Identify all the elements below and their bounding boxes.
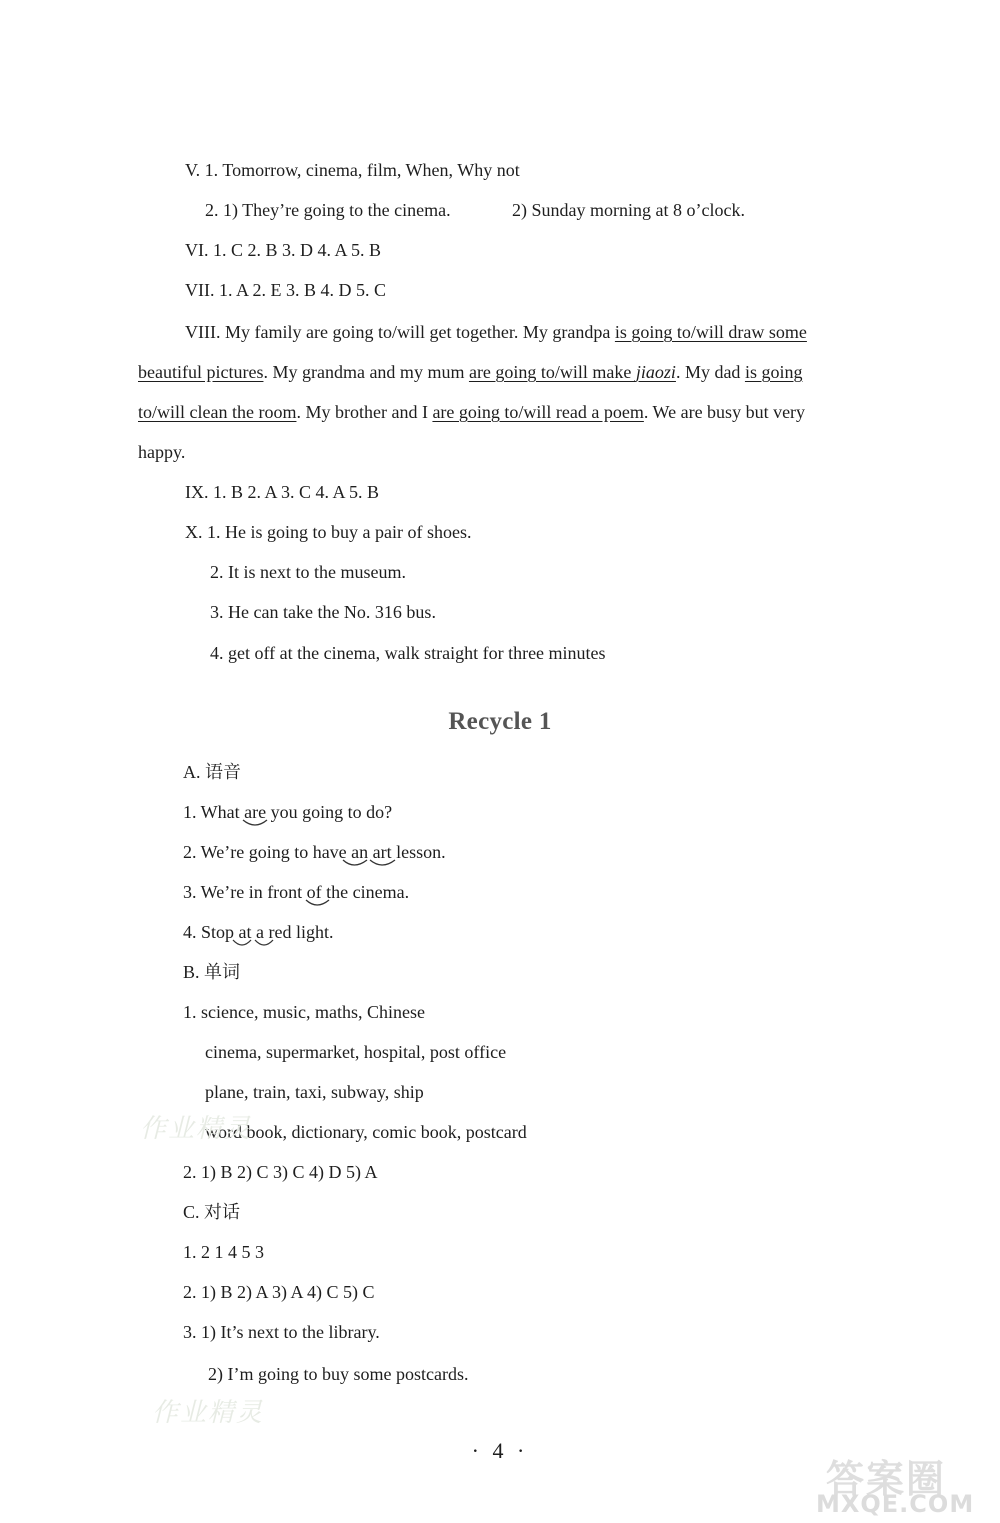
site-logo-watermark — [808, 1448, 993, 1520]
part-c-item-1: 1. 2 1 4 5 3 — [183, 1242, 264, 1262]
viii-answer-2: are going to/will make jiaozi — [468, 362, 676, 382]
part-b-item-1-line-2: cinema, supermarket, hospital, post office — [205, 1042, 507, 1062]
viii-answer-3a: is going — [744, 362, 803, 382]
section-viii-line-2 — [138, 360, 802, 384]
section-viii-line-3 — [138, 400, 805, 424]
part-c-item-2: 2. 1) B 2) A 3) A 4) C 5) C — [183, 1282, 375, 1302]
viii-answer-3b: to/will clean the room — [138, 402, 297, 422]
viii-text-3: . My dad — [675, 362, 745, 382]
watermark-2: 作业精灵 — [152, 1398, 265, 1428]
part-b-heading: B. 单词 — [183, 962, 241, 982]
linking-mark-front-of — [303, 898, 333, 910]
section-x-item-3: 3. He can take the No. 316 bus. — [210, 602, 436, 622]
linking-mark-have-an-art — [340, 858, 400, 870]
part-b-item-2: 2. 1) B 2) C 3) C 4) D 5) A — [183, 1162, 378, 1182]
part-a-item-4: 4. Stop at a red light. — [183, 922, 334, 942]
linking-mark-stop-at-a — [230, 938, 276, 950]
page-number: · 4 · — [471, 1438, 529, 1463]
viii-answer-2-italic: jiaozi — [635, 362, 676, 382]
part-a-item-1: 1. What are you going to do? — [183, 802, 393, 822]
viii-text-1: VIII. My family are going to/will get together. My grandpa — [185, 322, 615, 342]
section-viii-line-4: happy. — [138, 442, 186, 462]
recycle-1-heading: Recycle 1 — [448, 708, 552, 735]
part-c-item-3-2: 2) I’m going to buy some postcards. — [208, 1364, 469, 1384]
logo-url: MXQE.COM — [816, 1490, 975, 1518]
watermark-1: 作业精灵 — [140, 1114, 253, 1144]
section-viii-line-1 — [185, 320, 807, 344]
section-v-item-1: V. 1. Tomorrow, cinema, film, When, Why not — [185, 160, 520, 180]
section-v-item-2-answer-2: 2) Sunday morning at 8 o’clock. — [512, 200, 745, 220]
section-vi-answers: VI. 1. C 2. B 3. D 4. A 5. B — [185, 240, 382, 260]
section-x-item-2: 2. It is next to the museum. — [210, 562, 406, 582]
part-c-heading: C. 对话 — [183, 1202, 241, 1222]
linking-mark-what-are — [240, 818, 270, 830]
viii-answer-1b: beautiful pictures — [138, 362, 264, 382]
part-c-item-3-1: 3. 1) It’s next to the library. — [183, 1322, 380, 1342]
viii-answer-4: are going to/will read a poem — [432, 402, 644, 422]
viii-text-4: . My brother and I — [296, 402, 433, 422]
viii-answer-1a: is going to/will draw some — [614, 322, 807, 342]
viii-text-2: . My grandma and my mum — [263, 362, 469, 382]
logo-text: 答案圈 — [826, 1457, 947, 1501]
section-vii-answers: VII. 1. A 2. E 3. B 4. D 5. C — [185, 280, 387, 300]
section-ix-answers: IX. 1. B 2. A 3. C 4. A 5. B — [185, 482, 380, 502]
part-a-heading: A. 语音 — [183, 762, 241, 782]
section-x-item-4: 4. get off at the cinema, walk straight for three minutes — [210, 643, 606, 663]
part-a-item-2: 2. We’re going to have an art lesson. — [183, 842, 446, 862]
viii-text-5: . We are busy but very — [643, 402, 806, 422]
part-b-item-1-line-3: plane, train, taxi, subway, ship — [205, 1082, 424, 1102]
part-a-item-3: 3. We’re in front of the cinema. — [183, 882, 410, 902]
section-x-item-1: X. 1. He is going to buy a pair of shoes. — [185, 522, 472, 542]
section-v-item-2-answer-1: 2. 1) They’re going to the cinema. — [205, 200, 451, 220]
part-b-item-1-line-1: 1. science, music, maths, Chinese — [183, 1002, 425, 1022]
part-b-item-1-line-4: word book, dictionary, comic book, postcard — [205, 1122, 527, 1142]
